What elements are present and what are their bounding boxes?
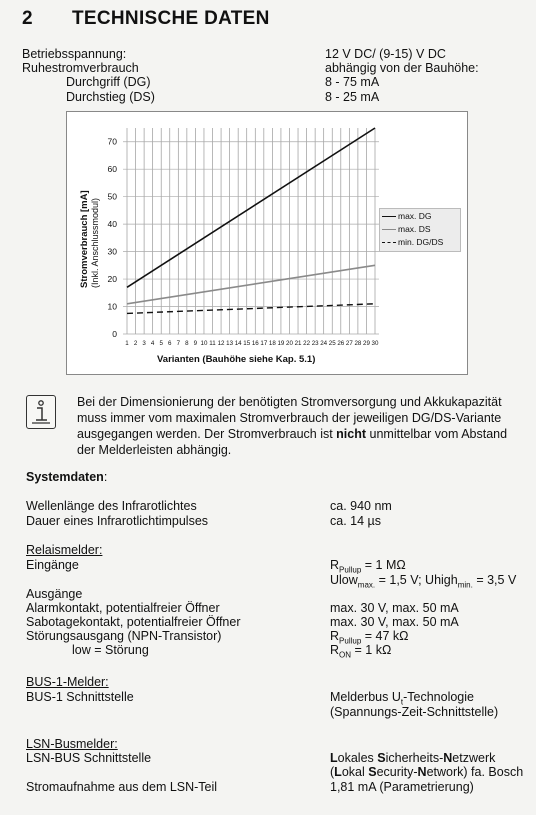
label-wellenlaenge: Wellenlänge des Infrarotlichtes [26,499,197,513]
x-tick-label: 11 [209,340,216,347]
label-durchstieg: Durchstieg (DS) [66,90,155,104]
label-eingaenge: Eingänge [26,558,79,572]
label-low-stoerung: low = Störung [72,643,149,657]
note-line: muss immer vom maximalen Stromverbrauch der jeweiligen DG/DS-Variante [77,411,502,425]
label-impulsdauer: Dauer eines Infrarotlichtimpulses [26,514,209,528]
x-tick-label: 24 [320,340,328,347]
series-line [127,304,375,314]
label-durchgriff: Durchgriff (DG) [66,75,151,89]
value-ruhestromverbrauch: abhängig von der Bauhöhe: [325,61,479,75]
series-line [127,265,375,303]
x-tick-label: 3 [142,340,146,347]
label-bus1-schnittstelle: BUS-1 Schnittstelle [26,690,134,704]
label-alarmkontakt: Alarmkontakt, potentialfreier Öffner [26,601,220,615]
x-tick-label: 21 [294,340,302,347]
chart-legend [379,208,461,252]
chart-ylabel: Stromverbrauch [mA] [79,190,90,288]
x-tick-label: 17 [260,340,268,347]
x-tick-label: 15 [243,340,251,347]
lsn-heading: LSN-Busmelder: [26,737,118,751]
legend-swatch [382,229,396,230]
x-tick-label: 1 [125,340,129,347]
systemdaten-heading: Systemdaten: [26,470,108,484]
note-line: Bei der Dimensionierung der benötigten Stromversorgung und Akkukapazität [77,395,502,409]
chart-ylabel2: (Inkl. Anschlussmodul) [90,197,100,288]
y-tick-label: 60 [107,164,117,175]
series-line [127,128,375,287]
legend-label: max. DG [398,211,432,221]
x-tick-label: 29 [363,340,370,347]
value-sabotagekontakt: max. 30 V, max. 50 mA [330,615,459,629]
label-stoerungsausgang: Störungsausgang (NPN-Transistor) [26,629,222,643]
value-durchgriff: 8 - 75 mA [325,75,380,89]
value-impulsdauer: ca. 14 µs [330,514,381,528]
value-stromaufnahme: 1,81 mA (Parametrierung) [330,780,474,794]
x-tick-label: 13 [226,340,234,347]
legend-label: min. DG/DS [398,237,444,247]
value-bus1-technologie: Melderbus $U_t$-Technologie [330,690,474,707]
x-tick-label: 28 [354,340,362,347]
value-ron: $R_{ON} = 1$ kΩ [330,643,392,660]
value-stoerungsausgang: $R_{Pullup} = 47$ kΩ [330,629,409,646]
y-tick-label: 30 [107,246,117,257]
value-eingaenge-levels: Ulow$_{max.}$ = 1,5 V; Uhigh$_{min.}$ = 3,5 V [330,573,517,590]
value-bus1-schnittstelle: (Spannungs-Zeit-Schnittstelle) [330,705,499,719]
y-tick-label: 10 [107,301,117,312]
note-line: der Melderleisten abhängig. [77,443,232,457]
x-tick-label: 20 [286,340,293,347]
label-ausgaenge: Ausgänge [26,587,83,601]
label-lsn-schnittstelle: LSN-BUS Schnittstelle [26,751,152,765]
relaismelder-heading: Relaismelder: [26,543,103,557]
y-tick-label: 20 [107,274,117,285]
x-tick-label: 8 [185,340,189,347]
x-tick-label: 18 [268,340,276,347]
y-tick-label: 70 [107,136,117,147]
value-durchstieg: 8 - 25 mA [325,90,380,104]
page-title: TECHNISCHE DATEN [72,8,270,29]
value-lsn-line2: (Lokal Security-Network) fa. Bosch [330,765,524,779]
x-tick-label: 10 [200,340,208,347]
value-alarmkontakt: max. 30 V, max. 50 mA [330,601,459,615]
value-wellenlaenge: ca. 940 nm [330,499,392,513]
x-tick-label: 6 [168,340,172,347]
bus1-heading: BUS-1-Melder: [26,675,109,689]
note-text [77,394,517,458]
label-betriebsspannung: Betriebsspannung: [22,47,127,61]
x-tick-label: 23 [311,340,319,347]
label-ruhestromverbrauch: Ruhestromverbrauch [22,61,139,75]
value-betriebsspannung: 12 V DC/ (9-15) V DC [325,47,446,61]
x-tick-label: 14 [234,340,242,347]
x-tick-label: 26 [337,340,345,347]
x-tick-label: 16 [251,340,259,347]
chart-xlabel: Varianten (Bauhöhe siehe Kap. 5.1) [157,354,316,365]
info-icon [26,395,56,429]
x-tick-label: 25 [328,340,336,347]
current-consumption-chart [66,111,468,375]
x-tick-label: 30 [371,340,379,347]
x-tick-label: 27 [345,340,353,347]
label-sabotagekontakt: Sabotagekontakt, potentialfreier Öffner [26,615,241,629]
value-lsn-line1: Lokales Sicherheits-Netzwerk [330,751,496,765]
legend-swatch [382,216,396,217]
legend-label: max. DS [398,224,431,234]
legend-swatch [382,242,396,243]
x-tick-label: 4 [150,340,155,347]
x-tick-label: 7 [176,340,181,347]
y-tick-label: 0 [112,329,117,339]
x-tick-label: 22 [303,340,311,347]
x-tick-label: 2 [133,340,138,347]
x-tick-label: 19 [277,340,285,347]
x-tick-label: 5 [159,340,163,347]
section-number: 2 [22,8,33,29]
x-tick-label: 9 [193,340,198,347]
y-tick-label: 50 [107,191,117,202]
y-tick-label: 40 [107,219,117,230]
x-tick-label: 12 [217,340,225,347]
label-stromaufnahme: Stromaufnahme aus dem LSN-Teil [26,780,218,794]
value-eingaenge-pullup: $R_{Pullup} = 1$ MΩ [330,558,406,575]
note-line: ausgegangen werden. Der Stromverbrauch ist nicht unmittelbar vom Abstand [77,427,508,441]
